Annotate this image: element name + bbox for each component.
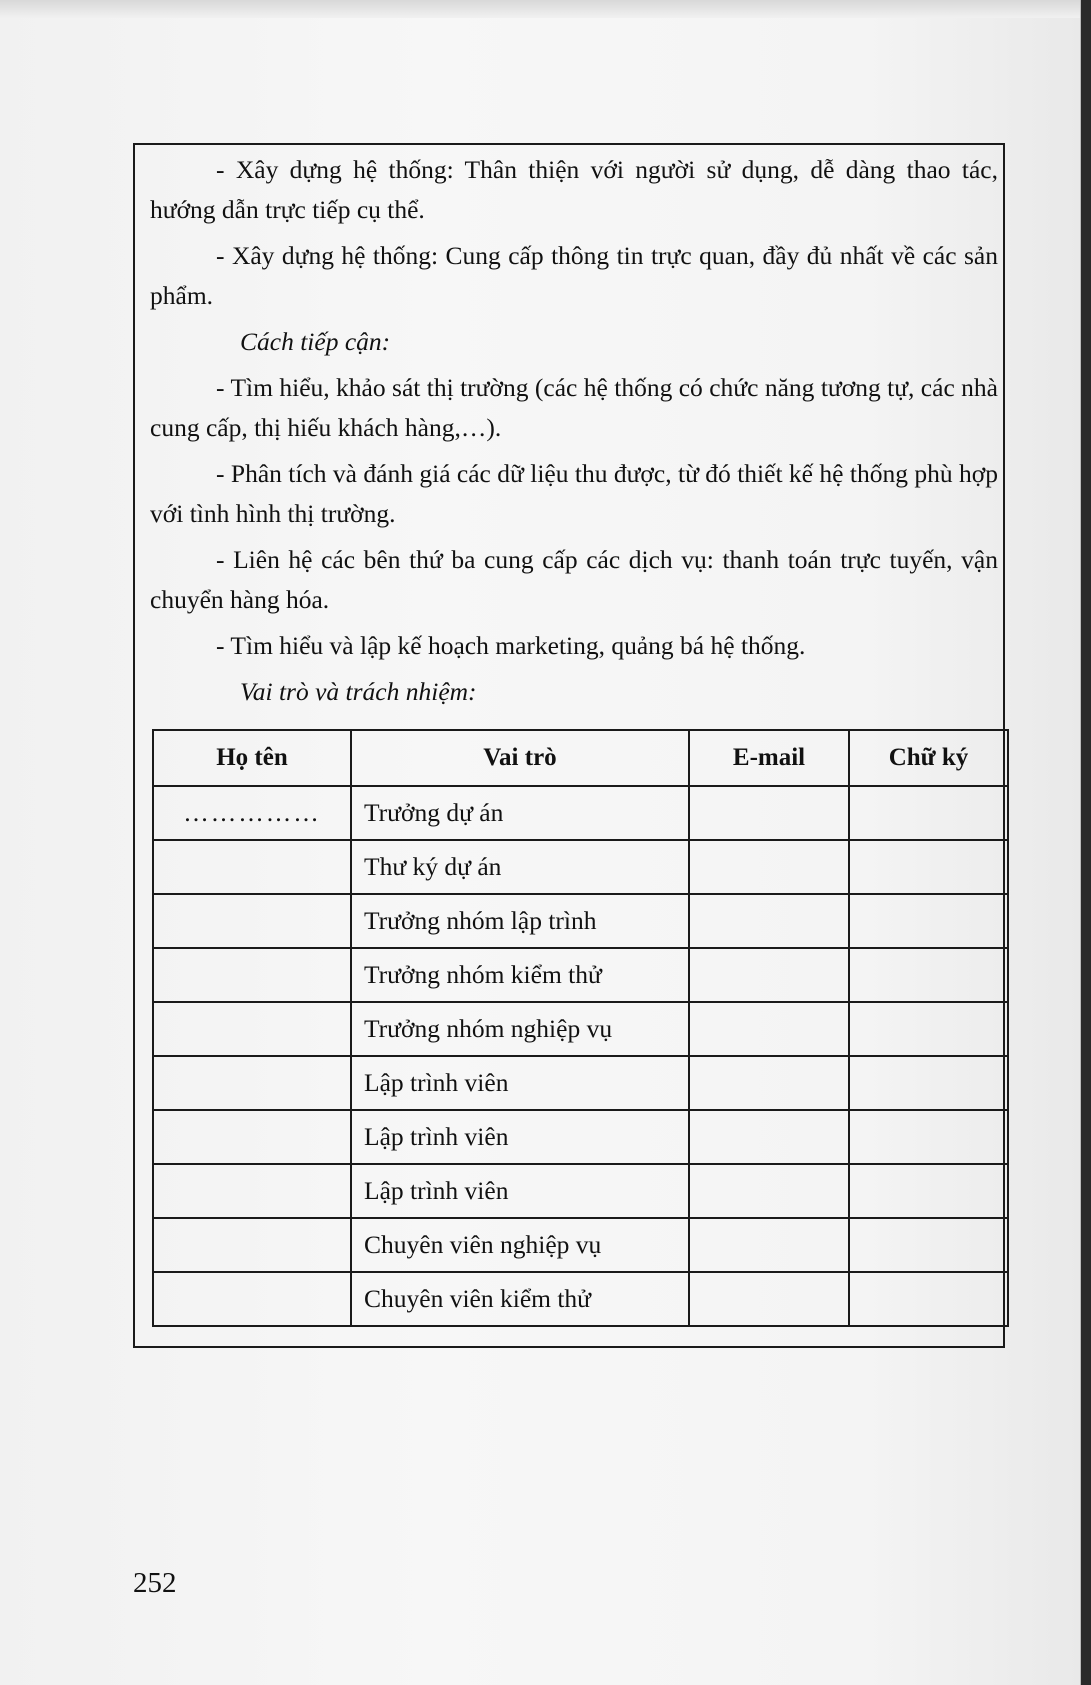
paragraph-2: - Xây dựng hệ thống: Cung cấp thông tin trực quan, đầy đủ nhất về các sản phẩm. <box>150 241 998 310</box>
paragraph-1: - Xây dựng hệ thống: Thân thiện với người sử dụng, dễ dàng thao tác, hướng dẫn trực tiếp cụ thể. <box>150 155 998 224</box>
approach-heading: Cách tiếp cận: <box>240 327 391 356</box>
cell-role: Trưởng nhóm lập trình <box>351 894 689 948</box>
cell-email <box>689 1056 849 1110</box>
cell-signature <box>849 1110 1008 1164</box>
cell-signature <box>849 786 1008 840</box>
cell-name <box>153 1164 351 1218</box>
table-row <box>153 1272 1008 1326</box>
cell-name <box>153 1272 351 1326</box>
table-row <box>153 1056 1008 1110</box>
cell-name: …………… <box>153 786 351 840</box>
cell-role: Trưởng dự án <box>351 786 689 840</box>
cell-email <box>689 1218 849 1272</box>
header-email: E-mail <box>689 730 849 786</box>
table-header-row <box>153 730 1008 786</box>
cell-signature <box>849 1002 1008 1056</box>
cell-signature <box>849 894 1008 948</box>
cell-role: Trưởng nhóm nghiệp vụ <box>351 1002 689 1056</box>
cell-name <box>153 1002 351 1056</box>
roles-heading: Vai trò và trách nhiệm: <box>240 677 477 706</box>
cell-signature <box>849 1272 1008 1326</box>
cell-email <box>689 948 849 1002</box>
header-signature: Chữ ký <box>849 730 1008 786</box>
cell-name <box>153 948 351 1002</box>
cell-name <box>153 894 351 948</box>
cell-email <box>689 894 849 948</box>
cell-signature <box>849 948 1008 1002</box>
cell-email <box>689 1272 849 1326</box>
cell-role: Chuyên viên nghiệp vụ <box>351 1218 689 1272</box>
table-row <box>153 1002 1008 1056</box>
table-row <box>153 948 1008 1002</box>
paragraph-6: - Tìm hiểu và lập kế hoạch marketing, quảng bá hệ thống. <box>216 631 806 660</box>
cell-email <box>689 1002 849 1056</box>
cell-role: Trưởng nhóm kiểm thử <box>351 948 689 1002</box>
cell-name <box>153 1110 351 1164</box>
cell-signature <box>849 840 1008 894</box>
table-row <box>153 1164 1008 1218</box>
paragraph-4: - Phân tích và đánh giá các dữ liệu thu được, từ đó thiết kế hệ thống phù hợp với tình hình thị trường. <box>150 459 998 528</box>
roles-table <box>152 729 1009 1327</box>
cell-signature <box>849 1218 1008 1272</box>
header-name: Họ tên <box>153 730 351 786</box>
table-row <box>153 894 1008 948</box>
cell-email <box>689 786 849 840</box>
paragraph-3: - Tìm hiểu, khảo sát thị trường (các hệ thống có chức năng tương tự, các nhà cung cấp, thị hiếu khách hàng,…). <box>150 373 998 442</box>
table-row <box>153 1110 1008 1164</box>
cell-role: Lập trình viên <box>351 1110 689 1164</box>
cell-email <box>689 1164 849 1218</box>
cell-role: Lập trình viên <box>351 1164 689 1218</box>
cell-name <box>153 1218 351 1272</box>
cell-signature <box>849 1164 1008 1218</box>
cell-role: Chuyên viên kiểm thử <box>351 1272 689 1326</box>
cell-email <box>689 840 849 894</box>
roles-table-wrapper <box>152 729 1007 1327</box>
cell-role: Lập trình viên <box>351 1056 689 1110</box>
cell-signature <box>849 1056 1008 1110</box>
paragraph-5: - Liên hệ các bên thứ ba cung cấp các dịch vụ: thanh toán trực tuyến, vận chuyển hàng hóa. <box>150 545 998 614</box>
page-content <box>150 150 998 718</box>
cell-name <box>153 1056 351 1110</box>
cell-email <box>689 1110 849 1164</box>
header-role: Vai trò <box>351 730 689 786</box>
cell-name <box>153 840 351 894</box>
table-row <box>153 786 1008 840</box>
table-row <box>153 840 1008 894</box>
page-top-shadow <box>0 0 1080 18</box>
table-row <box>153 1218 1008 1272</box>
cell-role: Thư ký dự án <box>351 840 689 894</box>
page-number: 252 <box>133 1567 177 1599</box>
